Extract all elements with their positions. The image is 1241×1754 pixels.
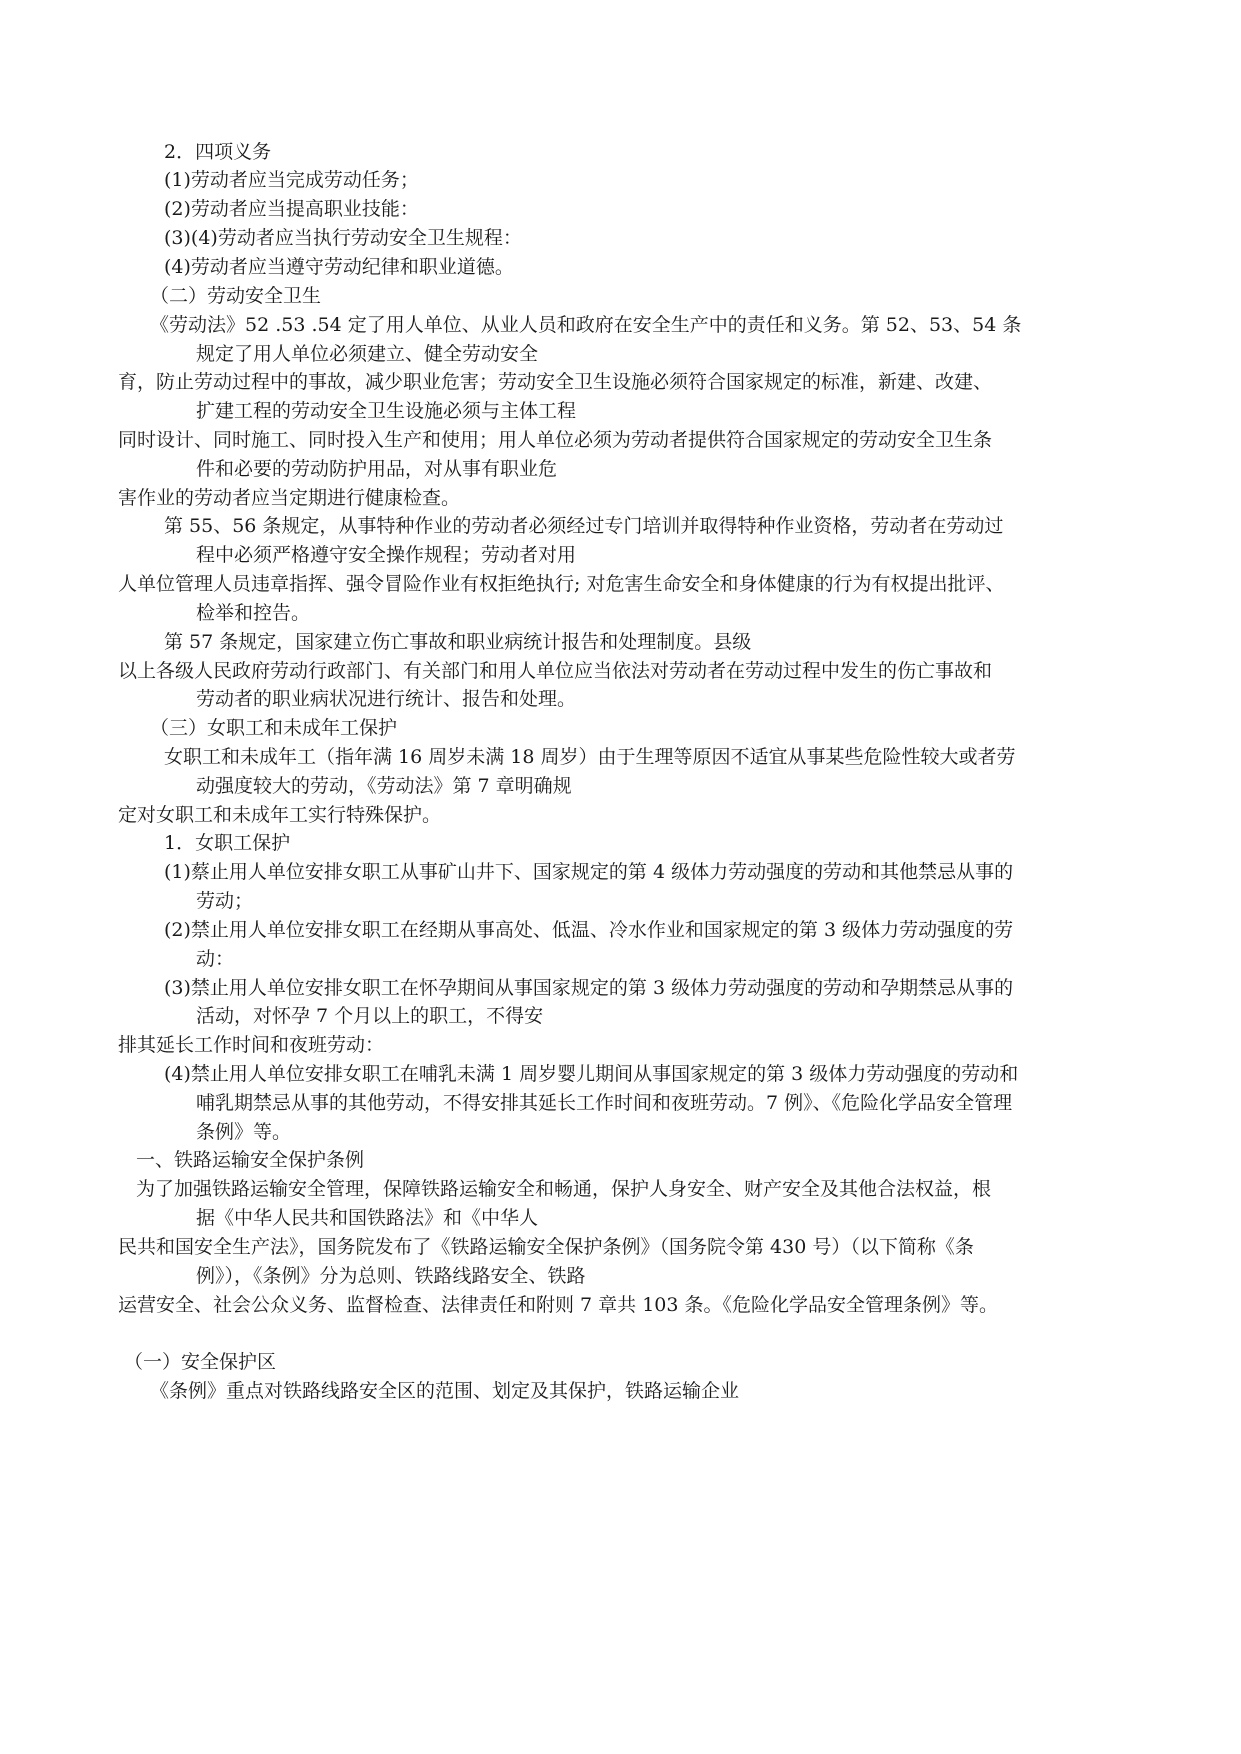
list-item: (2)禁止用人单位安排女职工在经期从事高处、低温、冷水作业和国家规定的第 3 级体力劳动强度的劳 [164, 919, 1014, 941]
list-item: (2)劳动者应当提高职业技能： [164, 198, 419, 220]
paragraph-line: 件和必要的劳动防护用品，对从事有职业危 [196, 458, 558, 480]
section-heading: （一）安全保护区 [124, 1351, 277, 1373]
paragraph-line: 例》），《条例》分为总则、铁路线路安全、铁路 [196, 1265, 586, 1287]
list-item: (1)劳动者应当完成劳动任务； [164, 169, 419, 191]
list-item: (1)蔡止用人单位安排女职工从事矿山井下、国家规定的第 4 级体力劳动强度的劳动和其他禁忌从事的 [164, 861, 1014, 883]
list-item: (4)劳动者应当遵守劳动纪律和职业道德。 [164, 256, 514, 278]
paragraph-line: 检举和控告。 [196, 602, 311, 624]
subheading-female-workers: 1．女职工保护 [164, 832, 291, 854]
paragraph-line: 《劳动法》52 .53 .54 定了用人单位、从业人员和政府在安全生产中的责任和义务。第 52、53、54 条 [150, 314, 1022, 336]
list-item-continuation: 动： [196, 948, 235, 970]
paragraph-line: 育，防止劳动过程中的事故，减少职业危害；劳动安全卫生设施必须符合国家规定的标准，新建、改建、 [118, 371, 993, 393]
paragraph-line: 《条例》重点对铁路线路安全区的范围、划定及其保护，铁路运输企业 [150, 1380, 740, 1402]
paragraph-line: 为了加强铁路运输安全管理，保障铁路运输安全和畅通，保护人身安全、财产安全及其他合法权益，根 [136, 1178, 992, 1200]
section-heading: （三）女职工和未成年工保护 [150, 717, 398, 739]
list-item: (3)(4)劳动者应当执行劳动安全卫生规程： [164, 227, 522, 249]
paragraph-line: 定对女职工和未成年工实行特殊保护。 [118, 804, 442, 826]
list-item-continuation: 活动，对怀孕 7 个月以上的职工，不得安 [196, 1005, 544, 1027]
paragraph-line: 扩建工程的劳动安全卫生设施必须与主体工程 [196, 400, 577, 422]
paragraph-line: 女职工和未成年工（指年满 16 周岁未满 18 周岁）由于生理等原因不适宜从事某些危险性较大或者劳 [164, 746, 1016, 768]
list-item-continuation: 排其延长工作时间和夜班劳动： [118, 1034, 385, 1056]
paragraph-line: 害作业的劳动者应当定期进行健康检查。 [118, 487, 461, 509]
paragraph-line: 同时设计、同时施工、同时投入生产和使用；用人单位必须为劳动者提供符合国家规定的劳动安全卫生条 [118, 429, 993, 451]
paragraph-line: 人单位管理人员违章指挥、强令冒险作业有权拒绝执行; 对危害生命安全和身体健康的行为有权提出批评、 [118, 573, 1005, 595]
paragraph-line: 第 57 条规定，国家建立伤亡事故和职业病统计报告和处理制度。县级 [164, 631, 752, 653]
paragraph-line: 劳动者的职业病状况进行统计、报告和处理。 [196, 688, 577, 710]
paragraph-line: 据《中华人民共和国铁路法》和《中华人 [196, 1207, 539, 1229]
paragraph-line: 以上各级人民政府劳动行政部门、有关部门和用人单位应当依法对劳动者在劳动过程中发生的伤亡事故和 [118, 660, 993, 682]
paragraph-line: 民共和国安全生产法》，国务院发布了《铁路运输安全保护条例》（国务院令第 430 号）（以下简称《条 [118, 1236, 974, 1258]
list-item-continuation: 条例》等。 [196, 1121, 292, 1143]
list-item: (4)禁止用人单位安排女职工在哺乳未满 1 周岁婴儿期间从事国家规定的第 3 级体力劳动强度的劳动和 [164, 1063, 1019, 1085]
paragraph-line: 程中必须严格遵守安全操作规程；劳动者对用 [196, 544, 577, 566]
subheading-four-duties: 2．四项义务 [164, 141, 272, 163]
paragraph-line: 第 55、56 条规定，从事特种作业的劳动者必须经过专门培训并取得特种作业资格，劳动者在劳动过 [164, 515, 1004, 537]
paragraph-line: 动强度较大的劳动，《劳动法》第 7 章明确规 [196, 775, 572, 797]
paragraph-line: 运营安全、社会公众义务、监督检查、法律责任和附则 7 章共 103 条。《危险化学品安全管理条例》等。 [118, 1294, 999, 1316]
list-item-continuation: 劳动； [196, 890, 254, 912]
section-heading: 一、铁路运输安全保护条例 [136, 1149, 365, 1171]
paragraph-line: 规定了用人单位必须建立、健全劳动安全 [196, 343, 539, 365]
section-heading: （二）劳动安全卫生 [150, 285, 322, 307]
list-item: (3)禁止用人单位安排女职工在怀孕期间从事国家规定的第 3 级体力劳动强度的劳动和孕期禁忌从事的 [164, 977, 1014, 999]
list-item-continuation: 哺乳期禁忌从事的其他劳动，不得安排其延长工作时间和夜班劳动。7 例》、《危险化学品安全管理 [196, 1092, 1013, 1114]
